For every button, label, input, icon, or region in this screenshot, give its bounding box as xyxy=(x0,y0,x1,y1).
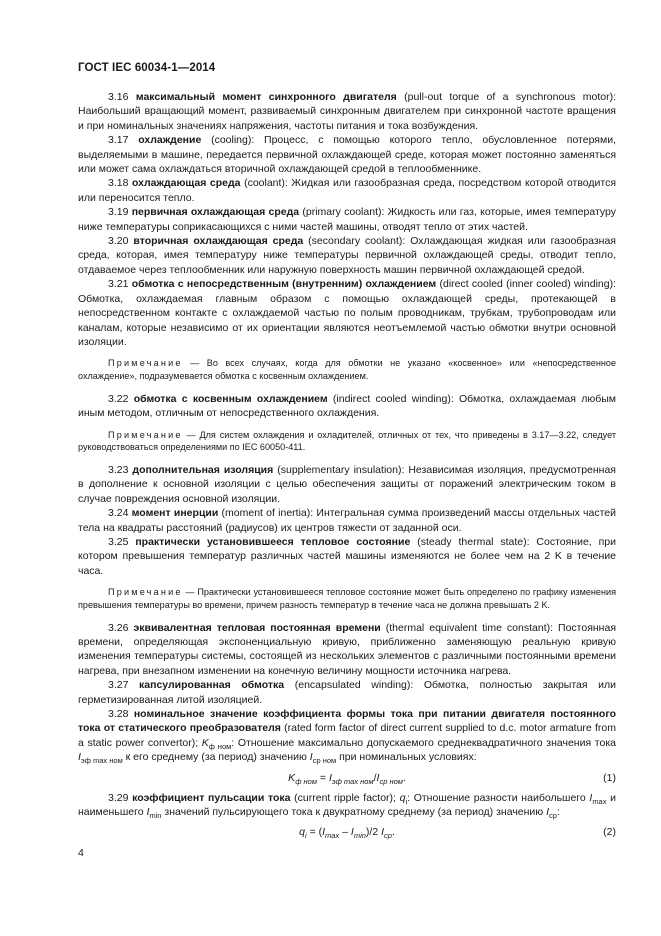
definition-3-27: 3.27 капсулированная обмотка (encapsulated winding): Обмотка, полностью закрытая или герметизированная литой изоляцией. xyxy=(78,679,616,706)
term: обмотка с косвенным охлаждением xyxy=(133,392,328,405)
note-3: Примечание — Практически установившееся тепловое состояние может быть определено по графику изменения превышения температуры во времени, причем разность температур в течение часа не должна превышать 2 K. xyxy=(78,587,616,610)
term: капсулированная обмотка xyxy=(139,679,285,692)
definition-3-24: 3.24 момент инерции (moment of inertia): Интегральная сумма произведений массы отдельных частей тела на квадраты расстояний (радиусов) их центров тяжести от заданной оси. xyxy=(78,507,617,534)
note-label: Примечание xyxy=(108,429,183,440)
formula-1 xyxy=(78,765,616,791)
term: охлаждающая среда xyxy=(132,177,241,190)
formula-2-expression: $q_i = (I_{max} - I_{min})/2$ $I_{ср}$. xyxy=(299,826,395,841)
term: эквивалентная тепловая постоянная времени xyxy=(133,621,381,634)
definition-3-28: 3.28 номинальное значение коэффициента формы тока при питании двигателя постоянного тока от статического преобразователя (rated form factor of direct current supplied to d.c. motor armature from a static power convertor); $K_{ф ном}$: Отношение максимально допускаемого среднеквадратичного значения тока $I_{эф max ном}$ к его среднему (за период) значению $I_{ср ном}$ при номинальных условиях: xyxy=(78,708,617,766)
term: максимальный момент синхронного двигателя xyxy=(135,91,397,103)
formula-2-number: (2) xyxy=(603,826,616,839)
definition-3-23: 3.23 дополнительная изоляция (supplementary insulation): Независимая изоляция, предусмотренная в дополнение к основной изоляции с целью обеспечения защиты от поражений электрическим током в случае повреждения основной изоляции. xyxy=(78,463,616,505)
definition-3-26: 3.26 эквивалентная тепловая постоянная времени (thermal equivalent time constant): Постоянная времени, определяющая экспоненциальную кривую, приближенно заменяющую реальную кривую изменения температуры системы, состоящей из нескольких элементов с различными постоянными времени нагрева, при внезапном изменении на конечную величину мощности источника нагрева. xyxy=(78,621,617,677)
term: практически установившееся тепловое состояние xyxy=(135,535,411,548)
note-2: Примечание — Для систем охлаждения и охладителей, отличных от тех, что приведены в 3.17—3.22, следует руководствоваться определениями по IEC 60050-411. xyxy=(78,429,616,453)
definition-3-21: 3.21 обмотка с непосредственным (внутренним) охлаждением (direct cooled (inner cooled) winding): Обмотка, охлаждаемая главным образом с помощью охлаждающей среды, протекающей в непосредственном контакте с охлаждаемой частью по полым проводникам, трубкам, трубопроводам или каналам, которые независимо от их ориентации являются неотъемлемой частью обмотки внутри основной изоляции. xyxy=(78,278,616,348)
definition-3-25: 3.25 практически установившееся тепловое состояние (steady thermal state): Состояние, при котором превышения температур различных частей машины изменяются не более чем на 2 K в течение часа. xyxy=(78,535,616,577)
definition-3-29: 3.29 коэффициент пульсации тока (current ripple factor); $q_i$: Отношение разности наибольшего $I_{max}$ и наименьшего $I_{min}$ значений пульсирующего тока к двукратному среднему (за период) значению $I_{ср}$: xyxy=(78,791,616,821)
term: обмотка с непосредственным (внутренним) охлаждением xyxy=(131,278,437,291)
term: первичная охлаждающая среда xyxy=(131,206,300,219)
note-label: Примечание xyxy=(108,587,183,598)
term: дополнительная изоляция xyxy=(132,463,274,476)
term: коэффициент пульсации тока xyxy=(132,791,291,804)
definition-3-16: 3.16 максимальный момент синхронного двигателя (pull-out torque of a synchronous motor): Наибольший вращающий момент, развиваемый синхронным двигателем при синхронной частоте вращения и при номинальных значениях напряжения, частоты питания и тока возбуждения. xyxy=(78,91,616,132)
formula-2 xyxy=(78,819,616,845)
formula-1-expression: $K_{ф ном} = I_{эф max ном}/I_{ср ном}$. xyxy=(288,771,406,786)
term: охлаждение xyxy=(138,134,202,147)
page-header: ГОСТ IEC 60034-1—2014 xyxy=(78,62,216,74)
term: номинальное значение коэффициента формы тока при питании двигателя постоянного тока от статического преобразователя xyxy=(78,708,616,735)
definition-3-17: 3.17 охлаждение (cooling): Процесс, с помощью которого тепло, обусловленное потерями, выделяемыми в машине, передается первичной охлаждающей среде, которая может постоянно заменяться или может сама охлаждаться вторичной охлаждающей средой в теплообменнике. xyxy=(78,134,616,176)
note-label: Примечание xyxy=(108,358,183,369)
formula-1-number: (1) xyxy=(603,771,616,784)
term: момент инерции xyxy=(131,507,219,520)
definition-3-20: 3.20 вторичная охлаждающая среда (secondary coolant): Охлаждающая жидкая или газообразная среда, которая, имея температуру ниже температуры первичной охлаждающей среды, отводит тепло, отдаваемое через теплообменник или наружную поверхность машин первичной охлаждающей средой. xyxy=(78,235,616,276)
note-1: Примечание — Во всех случаях, когда для обмотки не указано «косвенное» или «непосредственное охлаждение», подразумевается обмотка с косвенным охлаждением. xyxy=(78,358,616,382)
definition-3-18: 3.18 охлаждающая среда (coolant): Жидкая или газообразная среда, посредством которой отводится или переносится тепло. xyxy=(78,177,617,204)
definition-3-22: 3.22 обмотка с косвенным охлаждением (indirect cooled winding): Обмотка, охлаждаемая любым иным методом, отличным от непосредственного охлаждения. xyxy=(78,392,616,420)
term: вторичная охлаждающая среда xyxy=(133,235,304,248)
page-number: 4 xyxy=(78,847,84,859)
definition-3-19: 3.19 первичная охлаждающая среда (primary coolant): Жидкость или газ, которые, имея температуру ниже температуры соприкасающихся с ними частей машины, отводят тепло от этих частей. xyxy=(78,206,616,233)
page-content xyxy=(78,90,616,845)
